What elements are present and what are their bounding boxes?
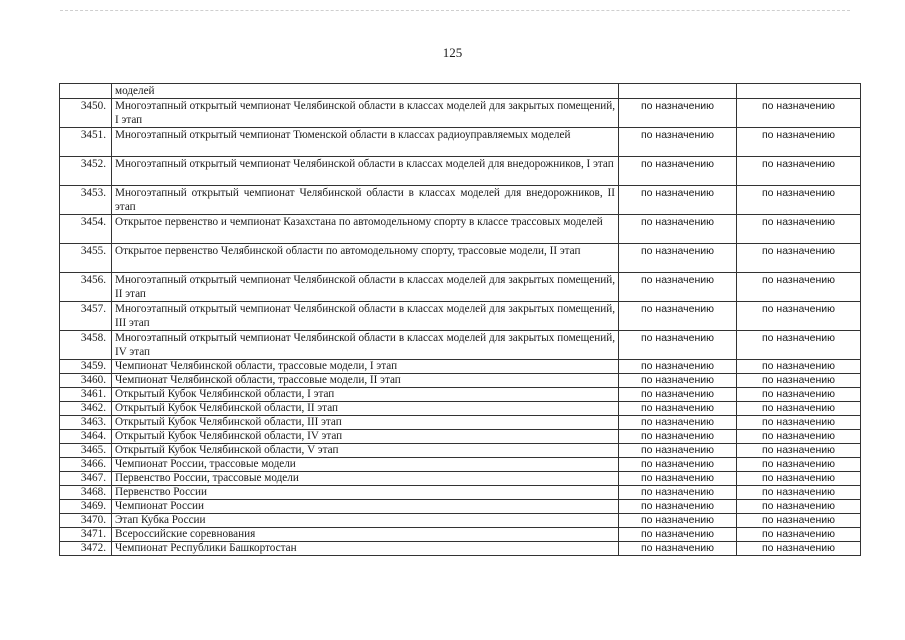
- cell-col-a: по назначению: [619, 430, 737, 444]
- scan-edge-line: [60, 10, 850, 11]
- cell-col-a: по назначению: [619, 500, 737, 514]
- cell-number: 3451.: [60, 128, 112, 157]
- cell-col-a: по назначению: [619, 244, 737, 273]
- page-number: 125: [442, 45, 463, 60]
- cell-name: Открытый Кубок Челябинской области, IV этап: [112, 430, 619, 444]
- cell-number: 3463.: [60, 416, 112, 430]
- cell-col-a: по назначению: [619, 416, 737, 430]
- cell-col-b: по назначению: [737, 99, 861, 128]
- cell-number: 3457.: [60, 302, 112, 331]
- cell-col-b: по назначению: [737, 360, 861, 374]
- cell-name: Многоэтапный открытый чемпионат Тюменской области в классах радиоуправляемых моделей: [112, 128, 619, 157]
- cell-col-b: по назначению: [737, 273, 861, 302]
- cell-col-a: по назначению: [619, 402, 737, 416]
- table-row: [60, 500, 861, 514]
- table-row: [60, 444, 861, 458]
- table-row: [60, 331, 861, 360]
- events-table: [59, 83, 861, 556]
- cell-col-b: по назначению: [737, 528, 861, 542]
- cell-col-b: по назначению: [737, 430, 861, 444]
- table-row: [60, 514, 861, 528]
- cell-col-a: по назначению: [619, 444, 737, 458]
- cell-col-b: по назначению: [737, 500, 861, 514]
- cell-name: Многоэтапный открытый чемпионат Челябинской области в классах моделей для закрытых помещений, I этап: [112, 99, 619, 128]
- cell-col-b: по назначению: [737, 374, 861, 388]
- cell-number: [60, 84, 112, 99]
- cell-number: 3464.: [60, 430, 112, 444]
- cell-number: 3453.: [60, 186, 112, 215]
- cell-col-a: по назначению: [619, 186, 737, 215]
- table-row: [60, 486, 861, 500]
- cell-name: моделей: [112, 84, 619, 99]
- cell-number: 3450.: [60, 99, 112, 128]
- cell-number: 3455.: [60, 244, 112, 273]
- cell-number: 3452.: [60, 157, 112, 186]
- cell-col-a: [619, 84, 737, 99]
- cell-name: Первенство России: [112, 486, 619, 500]
- cell-name: Многоэтапный открытый чемпионат Челябинской области в классах моделей для закрытых помещений, II этап: [112, 273, 619, 302]
- cell-name: Открытый Кубок Челябинской области, I этап: [112, 388, 619, 402]
- cell-number: 3471.: [60, 528, 112, 542]
- cell-name: Открытый Кубок Челябинской области, III этап: [112, 416, 619, 430]
- cell-col-a: по назначению: [619, 331, 737, 360]
- cell-col-a: по назначению: [619, 374, 737, 388]
- cell-col-b: по назначению: [737, 416, 861, 430]
- table-row: [60, 360, 861, 374]
- table-row: [60, 374, 861, 388]
- cell-col-b: по назначению: [737, 388, 861, 402]
- cell-name: Открытое первенство Челябинской области по автомодельному спорту, трассовые модели, II этап: [112, 244, 619, 273]
- cell-col-a: по назначению: [619, 528, 737, 542]
- cell-col-a: по назначению: [619, 99, 737, 128]
- cell-name: Открытый Кубок Челябинской области, V этап: [112, 444, 619, 458]
- cell-number: 3469.: [60, 500, 112, 514]
- table-row: [60, 402, 861, 416]
- cell-name: Многоэтапный открытый чемпионат Челябинской области в классах моделей для закрытых помещений, III этап: [112, 302, 619, 331]
- cell-name: Чемпионат Челябинской области, трассовые модели, II этап: [112, 374, 619, 388]
- cell-name: Открытый Кубок Челябинской области, II этап: [112, 402, 619, 416]
- cell-name: Этап Кубка России: [112, 514, 619, 528]
- table-row: [60, 388, 861, 402]
- cell-name: Чемпионат России: [112, 500, 619, 514]
- table-row: [60, 186, 861, 215]
- table-row: [60, 99, 861, 128]
- cell-col-a: по назначению: [619, 486, 737, 500]
- cell-col-b: по назначению: [737, 402, 861, 416]
- cell-col-a: по назначению: [619, 514, 737, 528]
- cell-number: 3465.: [60, 444, 112, 458]
- cell-col-b: по назначению: [737, 302, 861, 331]
- cell-number: 3454.: [60, 215, 112, 244]
- cell-number: 3459.: [60, 360, 112, 374]
- cell-name: Чемпионат Республики Башкортостан: [112, 542, 619, 556]
- cell-name: Многоэтапный открытый чемпионат Челябинской области в классах моделей для внедорожников, II этап: [112, 186, 619, 215]
- cell-col-b: по назначению: [737, 514, 861, 528]
- cell-col-a: по назначению: [619, 302, 737, 331]
- cell-name: Чемпионат Челябинской области, трассовые модели, I этап: [112, 360, 619, 374]
- cell-number: 3468.: [60, 486, 112, 500]
- cell-col-b: по назначению: [737, 128, 861, 157]
- cell-number: 3462.: [60, 402, 112, 416]
- cell-col-b: по назначению: [737, 244, 861, 273]
- cell-number: 3467.: [60, 472, 112, 486]
- cell-col-a: по назначению: [619, 273, 737, 302]
- cell-name: Многоэтапный открытый чемпионат Челябинской области в классах моделей для внедорожников, I этап: [112, 157, 619, 186]
- cell-col-b: [737, 84, 861, 99]
- table-row: [60, 430, 861, 444]
- cell-col-b: по назначению: [737, 157, 861, 186]
- table-row: [60, 215, 861, 244]
- cell-col-a: по назначению: [619, 388, 737, 402]
- table-row-continuation: [60, 84, 861, 99]
- cell-name: Открытое первенство и чемпионат Казахстана по автомодельному спорту в классе трассовых моделей: [112, 215, 619, 244]
- cell-col-b: по назначению: [737, 542, 861, 556]
- cell-number: 3466.: [60, 458, 112, 472]
- table-row: [60, 472, 861, 486]
- table-row: [60, 528, 861, 542]
- table-row: [60, 244, 861, 273]
- cell-number: 3458.: [60, 331, 112, 360]
- cell-col-a: по назначению: [619, 472, 737, 486]
- cell-name: Первенство России, трассовые модели: [112, 472, 619, 486]
- cell-name: Всероссийские соревнования: [112, 528, 619, 542]
- cell-col-b: по назначению: [737, 331, 861, 360]
- cell-number: 3456.: [60, 273, 112, 302]
- table-row: [60, 542, 861, 556]
- table-row: [60, 416, 861, 430]
- cell-col-a: по назначению: [619, 128, 737, 157]
- cell-col-b: по назначению: [737, 486, 861, 500]
- cell-col-b: по назначению: [737, 186, 861, 215]
- cell-name: Многоэтапный открытый чемпионат Челябинской области в классах моделей для закрытых помещений, IV этап: [112, 331, 619, 360]
- cell-number: 3461.: [60, 388, 112, 402]
- cell-col-a: по назначению: [619, 458, 737, 472]
- cell-number: 3470.: [60, 514, 112, 528]
- cell-number: 3472.: [60, 542, 112, 556]
- table-row: [60, 157, 861, 186]
- cell-col-a: по назначению: [619, 215, 737, 244]
- cell-col-b: по назначению: [737, 444, 861, 458]
- table-row: [60, 128, 861, 157]
- cell-col-a: по назначению: [619, 542, 737, 556]
- table-row: [60, 302, 861, 331]
- cell-col-b: по назначению: [737, 472, 861, 486]
- cell-name: Чемпионат России, трассовые модели: [112, 458, 619, 472]
- cell-col-a: по назначению: [619, 360, 737, 374]
- cell-col-a: по назначению: [619, 157, 737, 186]
- cell-number: 3460.: [60, 374, 112, 388]
- cell-col-b: по назначению: [737, 215, 861, 244]
- table-row: [60, 458, 861, 472]
- cell-col-b: по назначению: [737, 458, 861, 472]
- table-row: [60, 273, 861, 302]
